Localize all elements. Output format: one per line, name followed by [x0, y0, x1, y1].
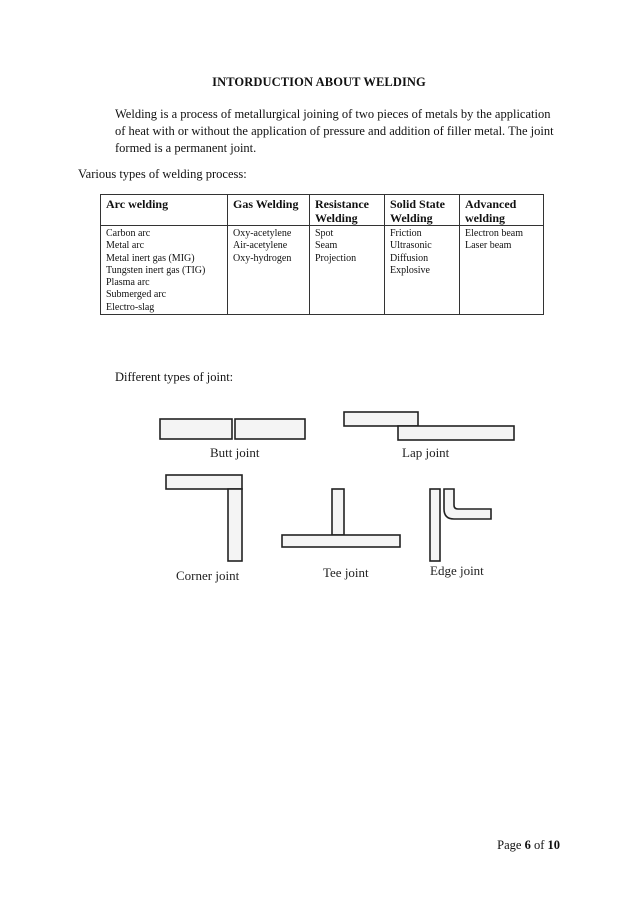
butt-joint-drawing [160, 419, 305, 439]
list-item: Electro-slag [106, 301, 155, 313]
table-header-cell: Resistance Welding [310, 195, 385, 226]
page-prefix: Page [497, 838, 525, 852]
resistance-welding-cell [310, 226, 385, 315]
intro-paragraph: Welding is a process of metallurgical joining of two pieces of metals by the application of heat with or without the application of pressure and addition of filler metal. The joint formed is a permanent joint. [115, 107, 554, 155]
table-header-row [101, 195, 544, 226]
list-item: Ultrasonic [390, 240, 432, 252]
list-item: Electron beam [465, 228, 524, 239]
page-title: INTORDUCTION ABOUT WELDING [212, 75, 426, 89]
welding-types-table [100, 194, 544, 315]
list-item: Friction [390, 228, 422, 239]
list-item: Explosive [390, 264, 430, 276]
list-item: Tungsten inert gas (TIG) [106, 264, 206, 276]
lap-joint-label: Lap joint [402, 445, 450, 460]
table-header-cell: Arc welding [101, 195, 228, 226]
list-item: Seam [315, 240, 338, 252]
table-header-cell: Solid State Welding [385, 195, 460, 226]
joint-types-figure [148, 405, 528, 595]
tee-joint-label: Tee joint [323, 565, 369, 580]
list-item: Laser beam [465, 240, 512, 252]
page-of: of [530, 838, 548, 852]
list-item: Metal inert gas (MIG) [106, 252, 195, 264]
total-pages: 10 [547, 838, 560, 852]
arc-welding-cell [101, 226, 228, 315]
list-item: Air-acetylene [233, 240, 288, 252]
list-item: Plasma arc [106, 277, 150, 289]
butt-joint-label: Butt joint [210, 445, 260, 460]
tee-joint-drawing [282, 489, 400, 547]
table-header-cell: Gas Welding [228, 195, 310, 226]
corner-joint-label: Corner joint [176, 568, 240, 583]
gas-welding-cell [228, 226, 310, 315]
list-item: Oxy-acetylene [233, 228, 292, 239]
types-label: Various types of welding process: [78, 167, 247, 181]
advanced-welding-cell [460, 226, 544, 315]
edge-joint-drawing [430, 489, 491, 561]
edge-joint-label: Edge joint [430, 563, 484, 578]
table-row [101, 226, 544, 315]
list-item: Diffusion [390, 252, 429, 264]
list-item: Oxy-hydrogen [233, 252, 292, 264]
list-item: Spot [315, 228, 334, 239]
list-item: Projection [315, 252, 357, 264]
page-number [480, 838, 560, 853]
current-page: 6 [524, 838, 531, 852]
list-item: Carbon arc [106, 228, 151, 239]
solid-state-welding-cell [385, 226, 460, 315]
joints-label: Different types of joint: [115, 370, 234, 384]
lap-joint-drawing [344, 412, 514, 440]
table-header-cell: Advanced welding [460, 195, 544, 226]
corner-joint-drawing [166, 475, 242, 561]
list-item: Metal arc [106, 240, 145, 252]
list-item: Submerged arc [106, 289, 167, 301]
